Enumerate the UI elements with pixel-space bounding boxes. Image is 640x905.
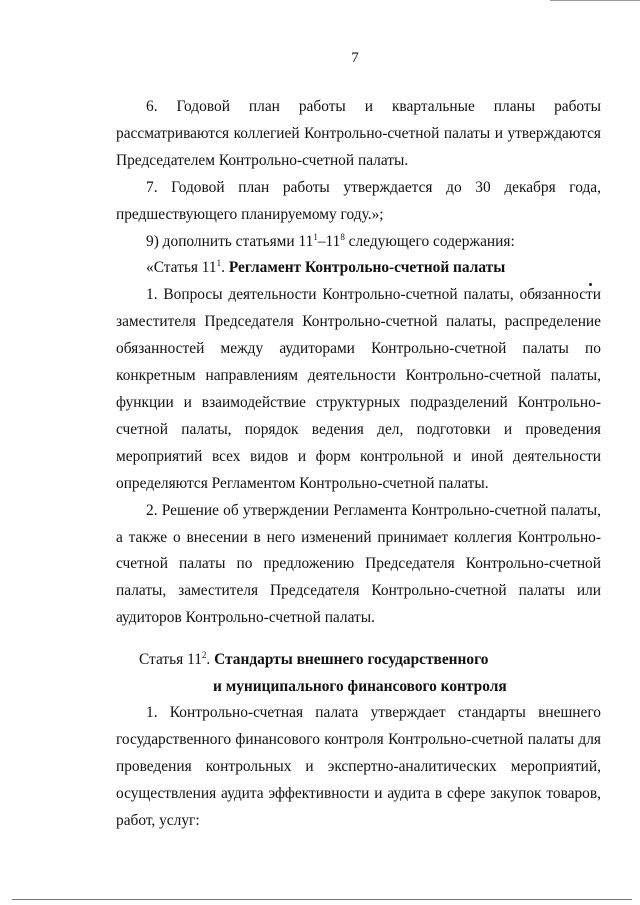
paragraph-9-suffix: следующего содержания: (344, 232, 515, 250)
paragraph-9 (116, 229, 601, 256)
paragraph-9-sup-2: 8 (340, 231, 345, 242)
article-11-1-label: «Статья 11 (146, 259, 217, 277)
article-11-1-title: Регламент Контрольно-счетной палаты (228, 259, 506, 277)
article-11-2-item-1: 1. Контрольно-счетная палата утверждает стандарты внешнего государственного финансового контроля Контрольно-счетной палаты для проведения контрольных и экспертно-аналитических мероприятий, осуществления аудита эффективности и аудита в сфере закупок товаров, работ, услуг: (116, 704, 601, 829)
document-body (116, 94, 601, 835)
bottom-edge-rule (12, 899, 632, 900)
article-11-1-dot: . (221, 259, 229, 277)
top-edge-rule (550, 0, 640, 1)
paragraph-9-prefix: 9) дополнить статьями 11 (146, 232, 314, 250)
article-11-1-item-2: 2. Решение об утверждении Регламента Контрольно-счетной палаты, а также о внесении в него изменений принимает коллегия Контрольно-счетной палаты по предложению Председателя Контрольно-счетной палаты, заместителя Председателя Контрольно-счетной палаты или аудиторов Контрольно-счетной палаты. (116, 501, 601, 627)
article-11-2-sup: 2 (201, 650, 207, 661)
page-number: 7 (351, 50, 359, 66)
paragraph-7: 7. Годовой план работы утверждается до 30 декабря года, предшествующего планируемому году.»; (116, 178, 601, 223)
paragraph-9-sup-1: 1 (313, 231, 318, 242)
article-11-1-sup: 1 (216, 258, 222, 269)
article-11-1-item-1: 1. Вопросы деятельности Контрольно-счетной палаты, обязанности заместителя Председателя Контрольно-счетной палаты, распределение обязанностей между аудиторами Контрольно-счетной палаты по конкретным направлениям деятельности Контрольно-счетной палаты, функции и взаимодействие структурных подразделений Контрольно-счетной палаты, порядок ведения дел, подготовки и проведения мероприятий всех видов и форм контрольной и иной деятельности определяются Регламентом Контрольно-счетной палаты. (116, 286, 601, 492)
article-11-2-title-line-2: и муниципального финансового контроля (213, 678, 507, 696)
article-11-2-label: Статья 11 (139, 651, 202, 669)
article-11-1-heading (116, 255, 601, 282)
paragraph-6: 6. Годовой план работы и квартальные планы работы рассматриваются коллегией Контрольно-счетной палаты и утверждаются Председателем Контрольно-счетной палаты. (116, 98, 601, 169)
article-11-2-heading (116, 646, 601, 700)
article-11-2-heading-line-1 (116, 646, 601, 673)
article-11-2-dot: . (206, 651, 215, 669)
article-11-2-title-line-1: Стандарты внешнего государственного (214, 651, 489, 669)
paragraph-9-dash: –11 (317, 232, 341, 250)
